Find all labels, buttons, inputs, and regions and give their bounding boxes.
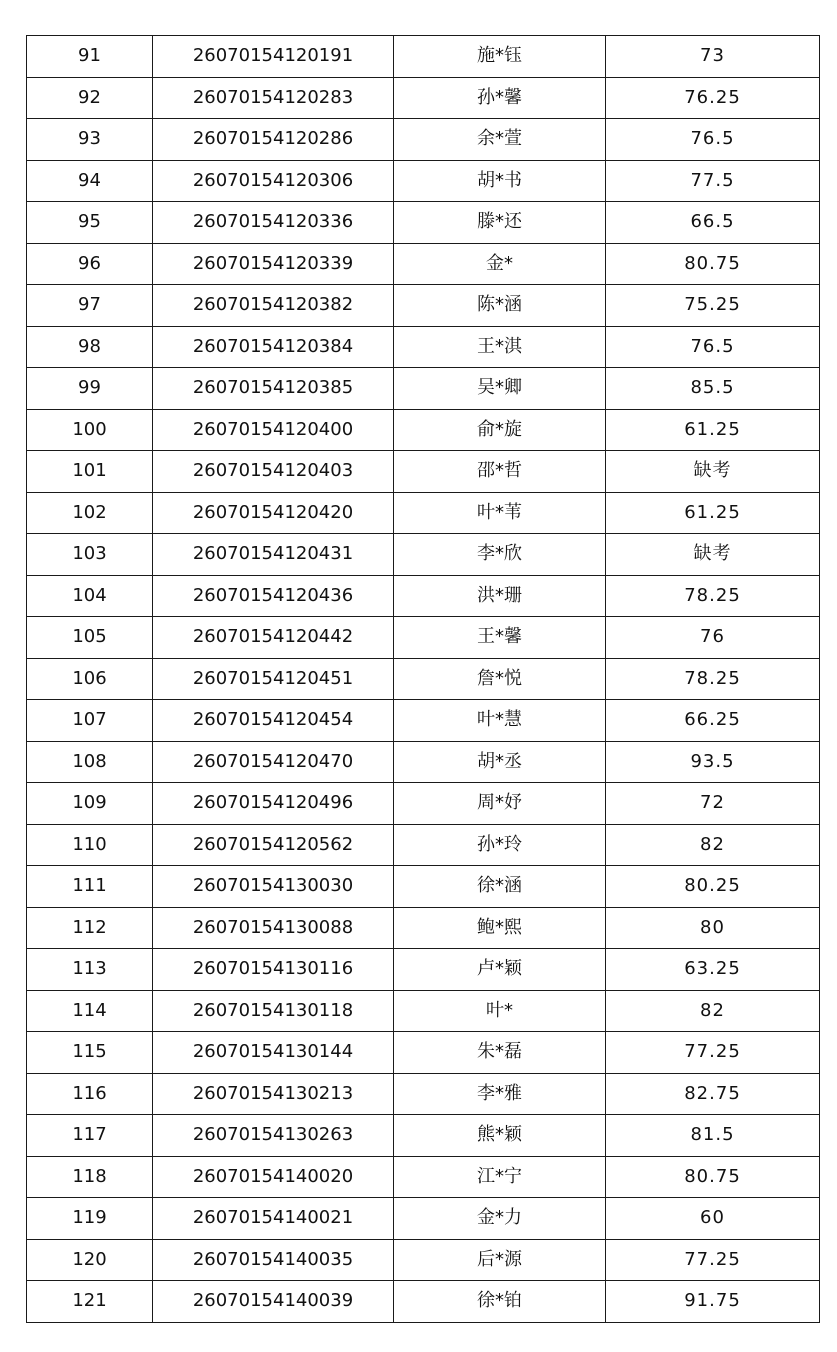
score-table-body <box>27 36 820 1323</box>
score-cell: 66.25 <box>606 700 820 742</box>
exam-id-cell: 26070154130116 <box>153 949 394 991</box>
table-row <box>27 1198 820 1240</box>
seq-cell: 103 <box>27 534 153 576</box>
name-cell: 叶*慧 <box>394 700 606 742</box>
seq-cell: 109 <box>27 783 153 825</box>
name-cell: 周*妤 <box>394 783 606 825</box>
table-row <box>27 949 820 991</box>
name-cell: 李*雅 <box>394 1073 606 1115</box>
score-cell: 77.25 <box>606 1239 820 1281</box>
table-row <box>27 575 820 617</box>
table-row <box>27 1115 820 1157</box>
score-cell: 63.25 <box>606 949 820 991</box>
table-row <box>27 243 820 285</box>
score-cell: 75.25 <box>606 285 820 327</box>
score-cell: 85.5 <box>606 368 820 410</box>
score-cell: 81.5 <box>606 1115 820 1157</box>
exam-id-cell: 26070154120382 <box>153 285 394 327</box>
table-row <box>27 492 820 534</box>
exam-id-cell: 26070154120470 <box>153 741 394 783</box>
name-cell: 江*宁 <box>394 1156 606 1198</box>
score-cell: 77.25 <box>606 1032 820 1074</box>
seq-cell: 107 <box>27 700 153 742</box>
exam-id-cell: 26070154120384 <box>153 326 394 368</box>
seq-cell: 105 <box>27 617 153 659</box>
score-cell: 91.75 <box>606 1281 820 1323</box>
name-cell: 王*淇 <box>394 326 606 368</box>
score-cell: 80 <box>606 907 820 949</box>
score-cell: 72 <box>606 783 820 825</box>
table-row <box>27 990 820 1032</box>
name-cell: 叶*苇 <box>394 492 606 534</box>
exam-id-cell: 26070154120191 <box>153 36 394 78</box>
exam-id-cell: 26070154140039 <box>153 1281 394 1323</box>
table-row <box>27 907 820 949</box>
table-row <box>27 534 820 576</box>
score-cell: 82 <box>606 990 820 1032</box>
seq-cell: 101 <box>27 451 153 493</box>
seq-cell: 116 <box>27 1073 153 1115</box>
table-row <box>27 700 820 742</box>
exam-id-cell: 26070154140035 <box>153 1239 394 1281</box>
table-row <box>27 119 820 161</box>
exam-id-cell: 26070154120420 <box>153 492 394 534</box>
name-cell: 陈*涵 <box>394 285 606 327</box>
score-cell: 82 <box>606 824 820 866</box>
name-cell: 李*欣 <box>394 534 606 576</box>
table-row <box>27 36 820 78</box>
table-row <box>27 160 820 202</box>
table-row <box>27 1239 820 1281</box>
seq-cell: 119 <box>27 1198 153 1240</box>
exam-id-cell: 26070154120400 <box>153 409 394 451</box>
exam-id-cell: 26070154120442 <box>153 617 394 659</box>
seq-cell: 95 <box>27 202 153 244</box>
table-row <box>27 866 820 908</box>
table-row <box>27 1156 820 1198</box>
exam-id-cell: 26070154120306 <box>153 160 394 202</box>
name-cell: 徐*涵 <box>394 866 606 908</box>
score-cell: 93.5 <box>606 741 820 783</box>
seq-cell: 96 <box>27 243 153 285</box>
score-cell: 77.5 <box>606 160 820 202</box>
exam-id-cell: 26070154120431 <box>153 534 394 576</box>
table-row <box>27 658 820 700</box>
name-cell: 鲍*熙 <box>394 907 606 949</box>
table-row <box>27 1032 820 1074</box>
score-cell: 80.75 <box>606 243 820 285</box>
seq-cell: 112 <box>27 907 153 949</box>
score-cell: 76 <box>606 617 820 659</box>
score-cell: 80.25 <box>606 866 820 908</box>
name-cell: 洪*珊 <box>394 575 606 617</box>
exam-id-cell: 26070154120454 <box>153 700 394 742</box>
exam-id-cell: 26070154120451 <box>153 658 394 700</box>
score-cell: 76.5 <box>606 326 820 368</box>
seq-cell: 93 <box>27 119 153 161</box>
exam-id-cell: 26070154120562 <box>153 824 394 866</box>
name-cell: 邵*哲 <box>394 451 606 493</box>
table-row <box>27 783 820 825</box>
exam-id-cell: 26070154120385 <box>153 368 394 410</box>
seq-cell: 115 <box>27 1032 153 1074</box>
score-cell: 80.75 <box>606 1156 820 1198</box>
name-cell: 孙*玲 <box>394 824 606 866</box>
score-cell: 缺考 <box>606 451 820 493</box>
seq-cell: 108 <box>27 741 153 783</box>
exam-id-cell: 26070154140021 <box>153 1198 394 1240</box>
exam-id-cell: 26070154120336 <box>153 202 394 244</box>
table-row <box>27 77 820 119</box>
seq-cell: 117 <box>27 1115 153 1157</box>
score-cell: 82.75 <box>606 1073 820 1115</box>
table-row <box>27 617 820 659</box>
seq-cell: 111 <box>27 866 153 908</box>
name-cell: 詹*悦 <box>394 658 606 700</box>
score-cell: 78.25 <box>606 575 820 617</box>
table-row <box>27 368 820 410</box>
score-cell: 76.25 <box>606 77 820 119</box>
seq-cell: 97 <box>27 285 153 327</box>
exam-id-cell: 26070154120283 <box>153 77 394 119</box>
score-cell: 61.25 <box>606 409 820 451</box>
exam-id-cell: 26070154120436 <box>153 575 394 617</box>
seq-cell: 99 <box>27 368 153 410</box>
exam-id-cell: 26070154120286 <box>153 119 394 161</box>
seq-cell: 118 <box>27 1156 153 1198</box>
name-cell: 余*萱 <box>394 119 606 161</box>
name-cell: 熊*颖 <box>394 1115 606 1157</box>
exam-id-cell: 26070154120496 <box>153 783 394 825</box>
table-row <box>27 202 820 244</box>
seq-cell: 98 <box>27 326 153 368</box>
score-cell: 61.25 <box>606 492 820 534</box>
name-cell: 王*馨 <box>394 617 606 659</box>
score-cell: 66.5 <box>606 202 820 244</box>
table-row <box>27 741 820 783</box>
name-cell: 后*源 <box>394 1239 606 1281</box>
name-cell: 滕*还 <box>394 202 606 244</box>
score-cell: 78.25 <box>606 658 820 700</box>
table-row <box>27 1073 820 1115</box>
exam-id-cell: 26070154130144 <box>153 1032 394 1074</box>
name-cell: 金* <box>394 243 606 285</box>
seq-cell: 104 <box>27 575 153 617</box>
seq-cell: 110 <box>27 824 153 866</box>
table-row <box>27 451 820 493</box>
name-cell: 叶* <box>394 990 606 1032</box>
seq-cell: 113 <box>27 949 153 991</box>
score-cell: 缺考 <box>606 534 820 576</box>
name-cell: 金*力 <box>394 1198 606 1240</box>
exam-id-cell: 26070154120339 <box>153 243 394 285</box>
seq-cell: 102 <box>27 492 153 534</box>
score-cell: 60 <box>606 1198 820 1240</box>
seq-cell: 114 <box>27 990 153 1032</box>
seq-cell: 106 <box>27 658 153 700</box>
score-cell: 73 <box>606 36 820 78</box>
table-row <box>27 1281 820 1323</box>
name-cell: 卢*颖 <box>394 949 606 991</box>
table-row <box>27 409 820 451</box>
table-row <box>27 326 820 368</box>
exam-id-cell: 26070154130118 <box>153 990 394 1032</box>
table-row <box>27 285 820 327</box>
name-cell: 吴*卿 <box>394 368 606 410</box>
exam-id-cell: 26070154130088 <box>153 907 394 949</box>
name-cell: 施*钰 <box>394 36 606 78</box>
exam-id-cell: 26070154130263 <box>153 1115 394 1157</box>
seq-cell: 100 <box>27 409 153 451</box>
name-cell: 胡*丞 <box>394 741 606 783</box>
exam-id-cell: 26070154130213 <box>153 1073 394 1115</box>
name-cell: 俞*旋 <box>394 409 606 451</box>
seq-cell: 120 <box>27 1239 153 1281</box>
name-cell: 徐*铂 <box>394 1281 606 1323</box>
seq-cell: 121 <box>27 1281 153 1323</box>
seq-cell: 92 <box>27 77 153 119</box>
score-table <box>26 35 820 1323</box>
score-cell: 76.5 <box>606 119 820 161</box>
seq-cell: 91 <box>27 36 153 78</box>
name-cell: 孙*馨 <box>394 77 606 119</box>
table-row <box>27 824 820 866</box>
name-cell: 胡*书 <box>394 160 606 202</box>
seq-cell: 94 <box>27 160 153 202</box>
name-cell: 朱*磊 <box>394 1032 606 1074</box>
exam-id-cell: 26070154130030 <box>153 866 394 908</box>
exam-id-cell: 26070154140020 <box>153 1156 394 1198</box>
exam-id-cell: 26070154120403 <box>153 451 394 493</box>
